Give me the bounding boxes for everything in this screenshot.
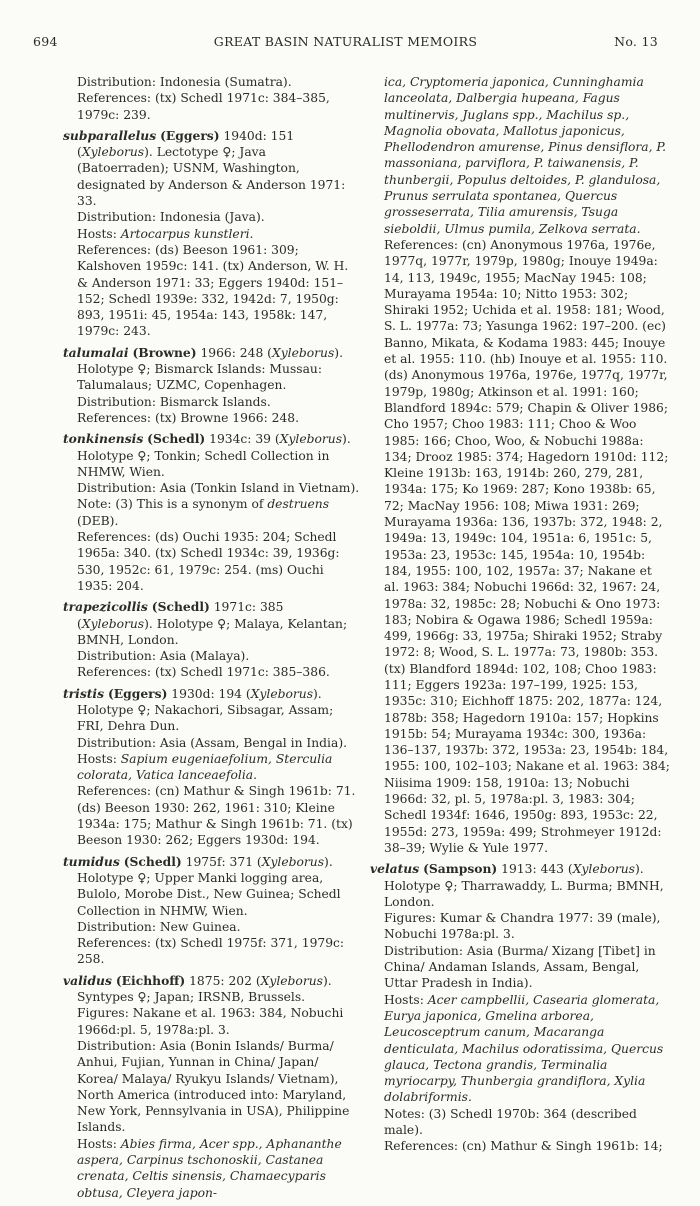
references-text: References: (cn) Anonymous 1976a, 1976e, 1977q, 1977r, 1979p, 1980g; Inouye 1949a: 14, 113, 1949c, 1955; MacNay 1945: 108; Murayama 1954a: 10; Nitto 1953: 302; Shiraki 1952; Uchida et al. 1958: 181; Wood, S. L. 1977a: 73; Yasunga 1962: 197–200. (ec) Banno, Mikata, & Kodama 1983: 445; Inouye et al. 1955: 110. (hb) Inouye et al. 1955: 110. (ds) Anonymous 1976a, 1976e, 1977q, 1977r, 1979p, 1980g; Atkinson et al. 1991: 160; Blandford 1894c: 579; Chapin & Oliver 1986; Cho 1957; Choo 1983: 111; Choo & Woo 1985: 166; Choo, Woo, & Nobuchi 1988a: 134; Drooz 1985: 374; Hagedorn 1910d: 112; Kleine 1913b: 163, 1914b: 260, 279, 281, 1934a: 175; Ko 1969: 287; Kono 1938b: 65, 72; MacNay 1956: 108; Miwa 1931: 269; Murayama 1936a: 136, 1937b: 372, 1948: 2, 1949a: 13, 1949c: 104, 1951a: 6, 1951c: 5, 1953a: 23, 1953c: 145, 1954a: 10, 1954b: 184, 1955: 100, 102, 1957a: 37; Nakane et al. 1963: 384; Nobuchi 1966d: 32, 1967: 24, 1978a: 32, 1985c: 28; Nobuchi & Ono 1973: 183; Nobira & Ogawa 1986; Schedl 1959a: 499, 1966g: 33, 1975a; Shiraki 1952; Straby 1972: 8; Wood, S. L. 1977a: 73, 1980b: 353. (tx) Blandford 1894d: 102, 108; Choo 1983: 111; Eggers 1923a: 197–199, 1925: 153, 1935c: 310; Eichhoff 1875: 202, 1877a: 124, 1878b: 358; Hagedorn 1910a: 157; Hopkins 1915b: 54; Murayama 1934c: 300, 1936a: 136–137, 1937b: 372, 1953a: 23, 1954b: 184, 1955: 100, 102–103; Nakane et al. 1963: 384; Niisima 1909: 158, 1910a: 13; Nobuchi 1966d: 32, pl. 5, 1978a:pl. 3, 1983: 304; Schedl 1934f: 1646, 1950g: 893, 1953c: 22, 1955d: 273, 1959a: 499; Strohmeyer 1912d: 38–39; Wylie & Yule 1977. (384, 237, 670, 855)
genus: Xyleborus (261, 854, 325, 869)
entry-tumidus (63, 854, 360, 968)
citation: 1940d: 151 ( (77, 128, 295, 160)
distribution-text: Distribution: Indonesia (Java). (77, 210, 265, 225)
hosts-label: Hosts: (77, 751, 121, 766)
entry-talumalai (63, 345, 360, 426)
entry-head (63, 128, 360, 209)
citation: 1971c: 385 ( (77, 600, 284, 631)
hosts-label: Hosts: (77, 1136, 121, 1151)
running-header (33, 34, 658, 52)
species-author: (Browne) (132, 344, 197, 360)
entry-trapezicollis (63, 599, 360, 680)
species-author: (Sampson) (423, 861, 498, 877)
entry-head (63, 854, 360, 919)
genus: Xyleborus (279, 432, 343, 447)
species-author: (Schedl) (147, 431, 206, 447)
type-info: ). Holotype ♀; Tonkin; Schedl Collection in NHMW, Wien. (77, 432, 351, 479)
hosts-text (63, 226, 360, 242)
references-text: References: (tx) Schedl 1975f: 371, 1979c: 258. (77, 936, 345, 967)
type-info: ). Holotype ♀; Upper Manki logging area, Bulolo, Morobe Dist., New Guinea; Schedl Collection in NHMW, Wien. (77, 854, 341, 918)
genus: Xyleborus (81, 616, 145, 631)
running-title: GREAT BASIN NATURALIST MEMOIRS (213, 34, 478, 49)
distribution-text: Distribution: Asia (Burma/ Xizang [Tibet] in China/ Andaman Islands, Assam, Bengal, Uttar Pradesh in India). (384, 943, 656, 991)
note-taxon: destruens (267, 497, 330, 512)
entry-head (63, 345, 360, 394)
distribution-text: Distribution: New Guinea. (77, 919, 241, 934)
left-column (63, 74, 360, 1206)
genus: Xyleborus (260, 973, 323, 988)
distribution-text: Distribution: Bismarck Islands. (77, 394, 271, 409)
species-author: (Eichhoff) (115, 972, 186, 988)
type-info: ). Holotype ♀; Bismarck Islands: Mussau: Talumalaus; UZMC, Copenhagen. (77, 345, 343, 393)
references-text: References: (tx) Schedl 1971c: 384–385, 1979c: 239. (77, 91, 330, 122)
type-info: ). Holotype ♀; Malaya, Kelantan; BMNH, London. (77, 616, 348, 647)
distribution-text: Distribution: Asia (Tonkin Island in Vietnam). (77, 481, 360, 496)
species-name: validus (63, 972, 112, 988)
entry-head (63, 599, 360, 648)
type-info: ). Holotype ♀; Nakachori, Sibsagar, Assam; FRI, Dehra Dun. (77, 686, 334, 734)
notes-text: Notes: (3) Schedl 1970b: 364 (described male). (384, 1106, 637, 1137)
citation: 1934c: 39 ( (205, 432, 280, 447)
species-author: (Schedl) (151, 599, 210, 615)
citation: 1913: 443 ( (497, 862, 573, 877)
entry-tonkinensis (63, 431, 360, 594)
figures-text: Figures: Kumar & Chandra 1977: 39 (male), Nobuchi 1978a:pl. 3. (384, 911, 661, 942)
genus: Xyleborus (250, 686, 313, 701)
right-column (370, 74, 670, 1160)
references-text: References: (ds) Beeson 1961: 309; Kalshoven 1959c: 141. (tx) Anderson, W. H. & Anderson 1971: 33; Eggers 1940d: 151–152; Schedl 1939e: 332, 1942d: 7, 1950g: 893, 1951i: 45, 1954a: 143, 1958k: 147, 1979c: 243. (77, 242, 349, 339)
species-name: velatus (370, 861, 420, 877)
entry-head (63, 686, 360, 735)
references-text: References: (cn) Mathur & Singh 1961b: 71. (ds) Beeson 1930: 262, 1961: 310; Kleine 1934a: 175; Mathur & Singh 1961b: 71. (tx) Beeson 1930: 262; Eggers 1930d: 194. (77, 784, 356, 848)
entry-velatus (370, 861, 670, 1154)
hosts-label: Hosts: (384, 992, 428, 1007)
species-name: trapezicollis (63, 599, 148, 615)
hosts-text (63, 751, 360, 784)
distribution-text: Distribution: Asia (Malaya). (77, 649, 250, 664)
entry-tristis (63, 686, 360, 849)
entry-validus (63, 973, 360, 1201)
entry-head (63, 431, 360, 480)
figures-text: Figures: Nakane et al. 1963: 384, Nobuchi 1966d:pl. 5, 1978a:pl. 3. (77, 1006, 344, 1037)
distribution-text: Distribution: Asia (Assam, Bengal in India). (77, 735, 348, 750)
species-name: tumidus (63, 853, 120, 869)
entry-subparallelus (63, 128, 360, 340)
type-info: ). Syntypes ♀; Japan; IRSNB, Brussels. (77, 973, 332, 1005)
references-text: References: (tx) Schedl 1971c: 385–386. (77, 665, 330, 680)
entry-head (63, 973, 360, 1006)
citation: 1966: 248 ( (196, 345, 272, 360)
hosts-text (63, 1136, 360, 1201)
page-number: 694 (33, 34, 58, 49)
type-info: ). Lectotype ♀; Java (Batoerraden); USNM, Washington, designated by Anderson & Anderson 1971: 33. (77, 145, 346, 209)
species-name: tristis (63, 685, 105, 701)
hosts-list: Artocarpus kunstleri. (120, 226, 254, 241)
references-text: References: (ds) Ouchi 1935: 204; Schedl 1965a: 340. (tx) Schedl 1934c: 39, 1936g: 530, 1952c: 61, 1979c: 254. (ms) Ouchi 1935: 204. (77, 530, 340, 593)
hosts-list-continued: ica, Cryptomeria japonica, Cunninghamia lanceolata, Dalbergia hupeana, Fagus multinervis, Juglans spp., Machilus sp., Magnolia obovata, Mallotus japonicus, Phellodendron amurense, Pinus densiflora, P. massoniana, parviflora, P. taiwanensis, P. thunbergii, Populus deltoides, P. glandulosa, Prunus serrulata spontanea, Quercus grosseserrata, Tilia amurensis, Tsuga sieboldii, Ulmus pumila, Zelkova serrata. (384, 75, 667, 236)
species-name: subparallelus (63, 127, 157, 143)
hosts-list: Abies firma, Acer spp., Aphananthe aspera, Carpinus tschonoskii, Castanea crenata, Celtis sinensis, Chamaecyparis obtusa, Cleyera japon- (77, 1136, 342, 1200)
genus: Xyleborus (271, 345, 335, 360)
species-name: talumalai (63, 344, 129, 360)
type-info: ). Holotype ♀; Tharrawaddy, L. Burma; BMNH, London. (384, 862, 664, 909)
entry-head (370, 861, 670, 910)
species-author: (Schedl) (123, 853, 182, 869)
distribution-text: Distribution: Asia (Bonin Islands/ Burma/ Anhui, Fujian, Yunnan in China/ Japan/ Korea/ Malaya/ Ryukyu Islands/ Vietnam), North America (introduced into: Maryland, New York, Pennsylvania in USA), Philippine Islands. (77, 1038, 350, 1135)
citation: 1975f: 371 ( (181, 854, 262, 869)
genus: Xyleborus (572, 862, 635, 877)
hosts-text (370, 992, 670, 1106)
hosts-label: Hosts: (77, 226, 121, 241)
references-text: References: (tx) Browne 1966: 248. (77, 410, 300, 425)
entry-validus-continued (370, 74, 670, 856)
citation: 1875: 202 ( (185, 973, 261, 988)
references-text: References: (cn) Mathur & Singh 1961b: 14; (384, 1139, 663, 1154)
hosts-list: Sapium eugeniaefolium, Sterculia colorata, Vatica lanceaefolia. (77, 751, 333, 783)
note-pre: Note: (3) This is a synonym of (77, 497, 268, 512)
hosts-list: Acer campbellii, Casearia glomerata, Eurya japonica, Gmelina arborea, Leucosceptrum canum, Macaranga denticulata, Machilus odoratissima, Quercus glauca, Tectona grandis, Terminalia myriocarpy, Thunbergia grandiflora, Xylia dolabriformis. (384, 992, 664, 1105)
species-name: tonkinensis (63, 431, 144, 447)
note-post: (DEB). (77, 513, 119, 528)
issue-number: No. 13 (614, 34, 658, 49)
species-author: (Eggers) (160, 127, 220, 143)
distribution-text: Distribution: Indonesia (Sumatra). (77, 75, 292, 89)
citation: 1930d: 194 ( (167, 686, 251, 701)
entry-sumatra-continued (63, 74, 360, 123)
genus: Xyleborus (81, 145, 145, 160)
species-author: (Eggers) (107, 685, 168, 701)
note-text (63, 496, 360, 529)
